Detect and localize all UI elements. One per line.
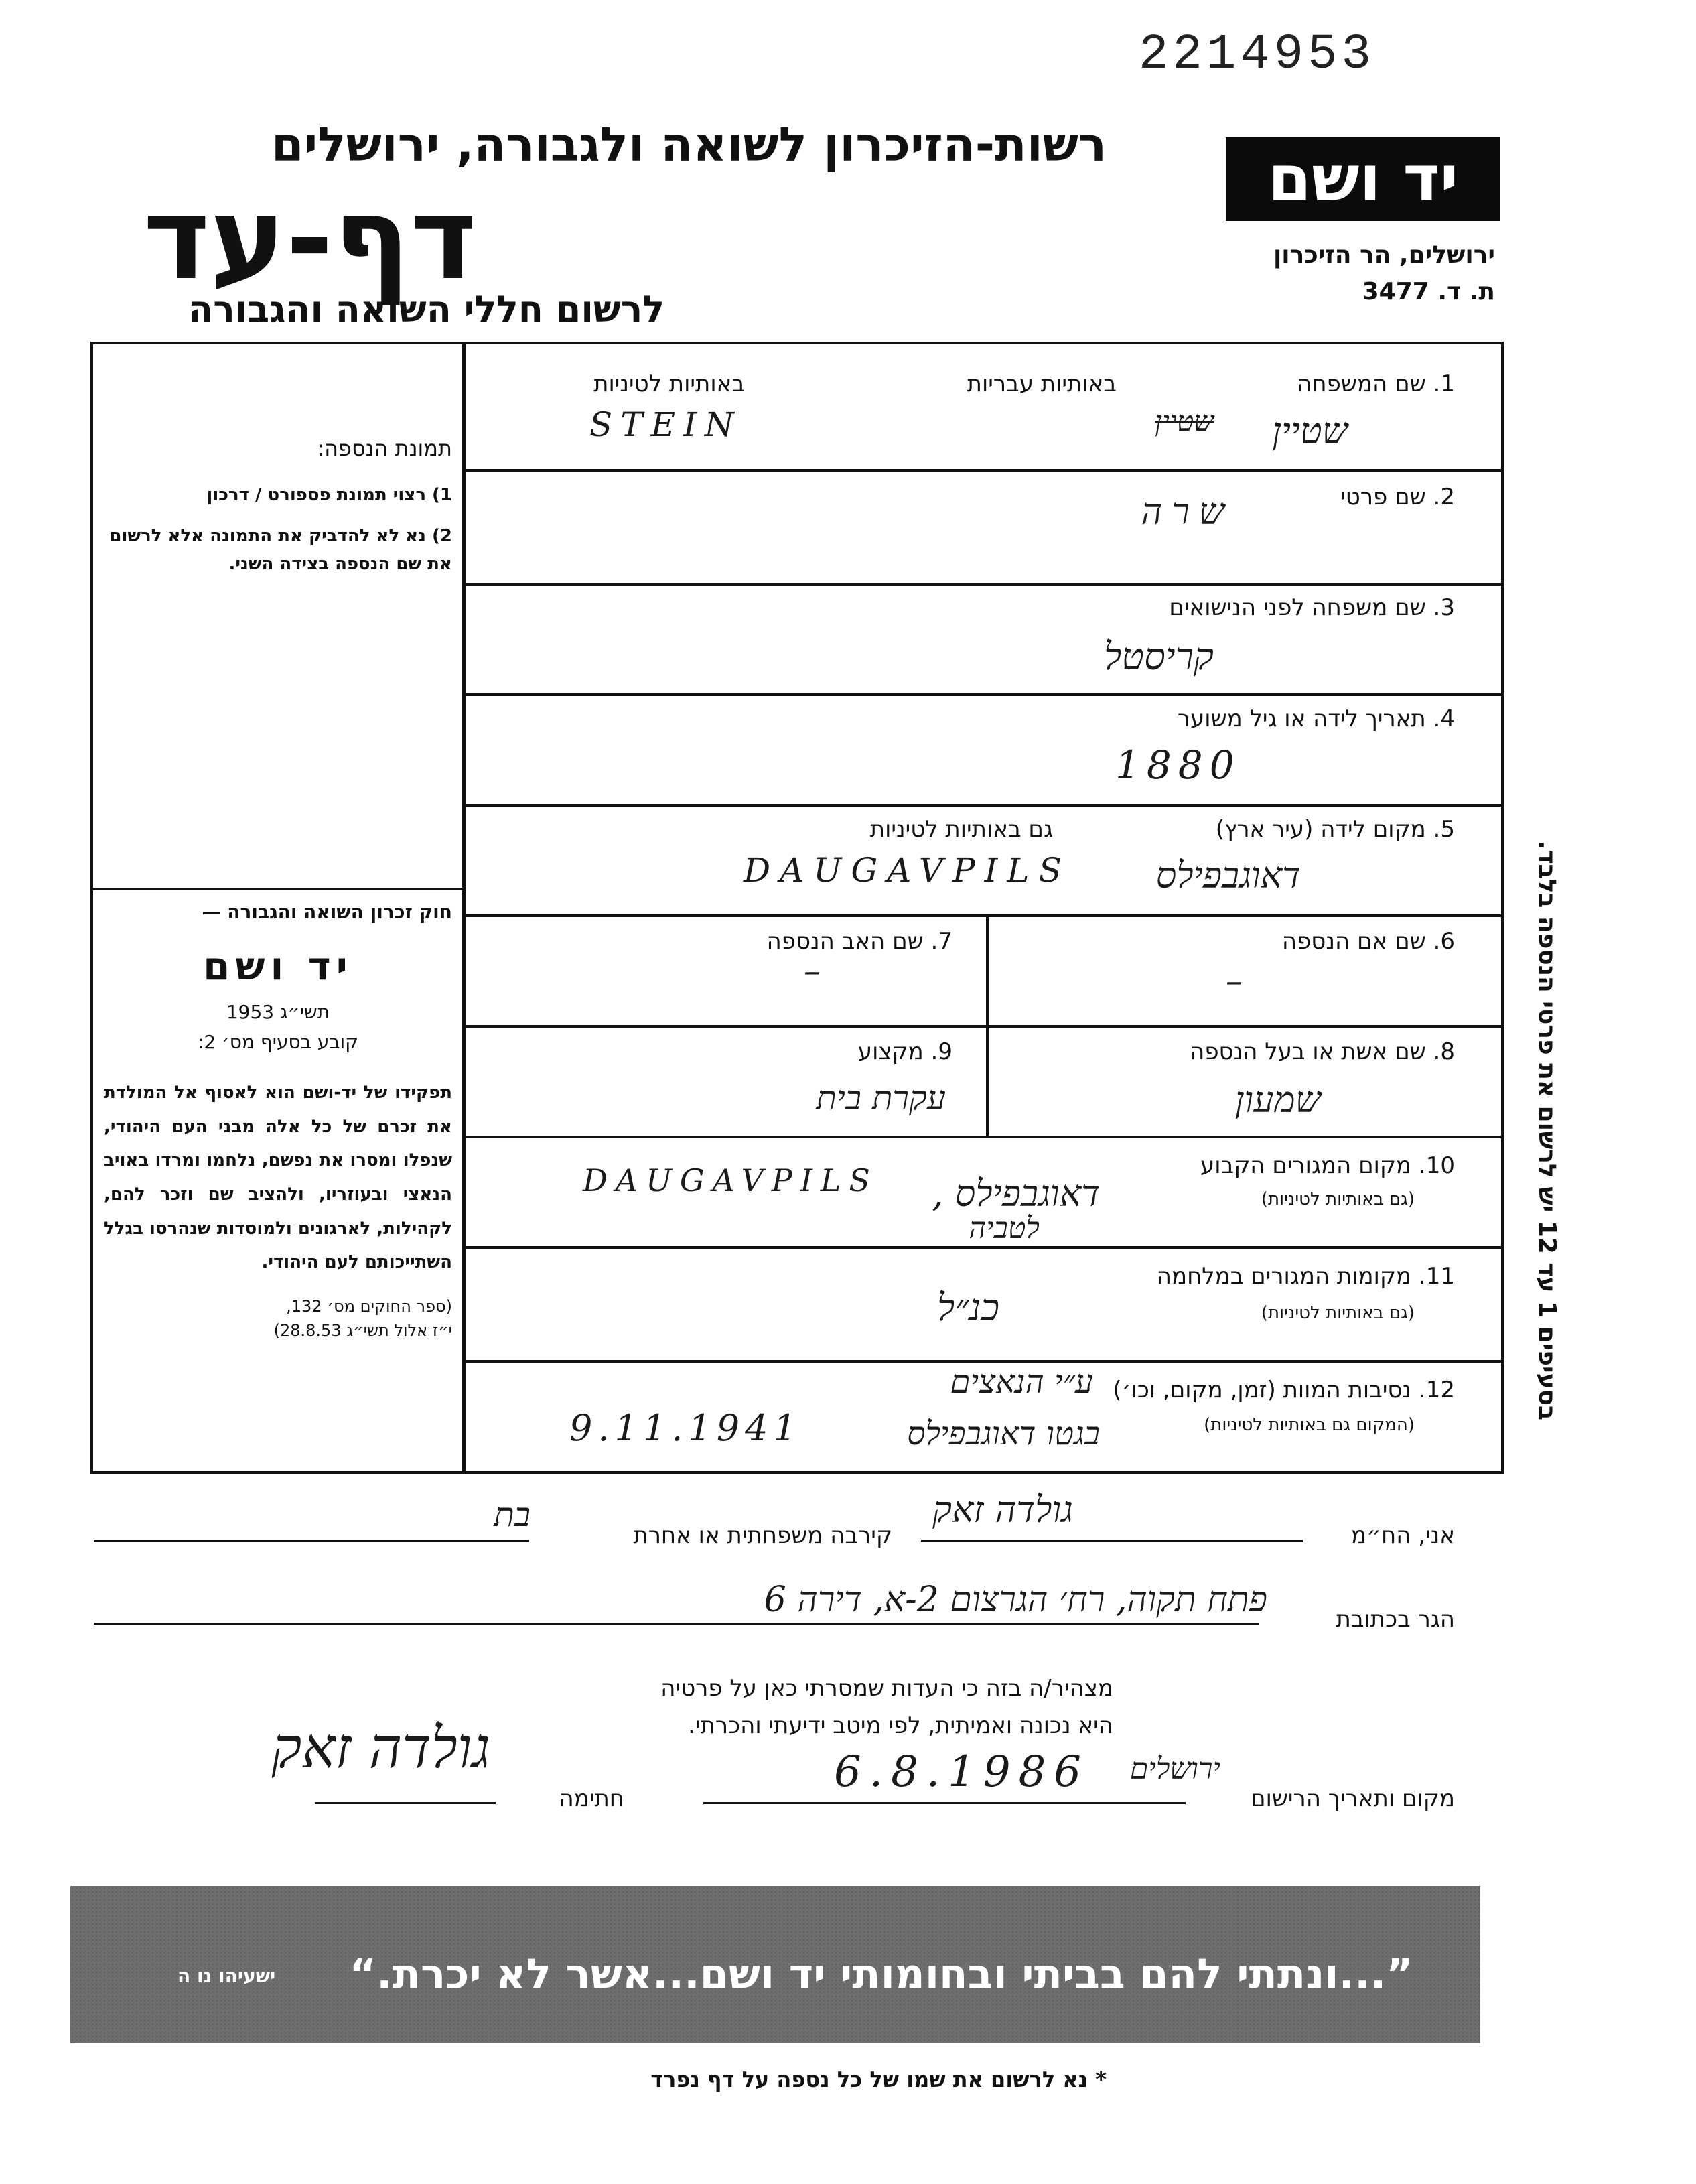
law-year: תשי״ג 1953 xyxy=(226,1001,330,1023)
form-subtitle: לרשום חללי השואה והגבורה xyxy=(188,288,664,330)
footer-note: * נא לרשום את שמו של כל נספה על דף נפרד xyxy=(650,2067,1107,2092)
signature[interactable]: גולדה זאק xyxy=(271,1715,490,1781)
yad-vashem-logo xyxy=(1226,137,1500,221)
field-2-value[interactable]: שרה xyxy=(1141,490,1234,533)
authority-title: רשות-הזיכרון לשואה ולגבורה, ירושלים xyxy=(271,117,1107,172)
signature-label: חתימה xyxy=(559,1785,624,1812)
document-number: 2214953 xyxy=(1139,27,1375,83)
field-1-label: 1. שם המשפחה xyxy=(1297,370,1455,397)
field-1-struck-hebrew: שטיין xyxy=(1155,405,1214,437)
field-8-label: 8. שם אשת או בעל הנספה xyxy=(1190,1038,1455,1065)
field-5-value-latin[interactable]: DAUGAVPILS xyxy=(744,851,1071,890)
field-12-sub: (המקום גם באותיות לטיניות) xyxy=(1204,1415,1415,1435)
address-label: הגר בכתובת xyxy=(1336,1606,1455,1633)
field-1-value-hebrew[interactable]: שטיין xyxy=(1272,410,1348,452)
relation-value[interactable]: בת xyxy=(494,1495,531,1534)
field-5-value-hebrew[interactable]: דאוגבפילס xyxy=(1155,854,1301,896)
law-box xyxy=(104,901,452,1340)
field-4-value[interactable]: 1880 xyxy=(1115,742,1241,788)
field-3-label: 3. שם משפחה לפני הנישואים xyxy=(1169,594,1455,621)
declarant-name[interactable]: גולדה זאק xyxy=(932,1489,1073,1531)
field-8-value[interactable]: שמעון xyxy=(1234,1079,1321,1121)
field-7-value[interactable]: – xyxy=(804,951,821,990)
law-ref-2: י״ז אלול תשי״ג 28.8.53) xyxy=(273,1321,452,1341)
quote-banner xyxy=(70,1886,1480,2043)
field-10-label: 10. מקום המגורים הקבוע xyxy=(1200,1152,1455,1179)
photo-note-2: 2) נא לא להדביק את התמונה אלא לרשום את שם הנספה בצידה השני. xyxy=(109,526,452,574)
field-9-label: 9. מקצוע xyxy=(857,1038,952,1065)
field-5-latin-col: גם באותיות לטיניות xyxy=(869,816,1053,843)
field-12-value-date[interactable]: 9.11.1941 xyxy=(569,1407,802,1449)
field-7-label: 7. שם האב הנספה xyxy=(766,928,952,955)
photo-note-1: 1) רצוי תמונת פספורט / דרכון xyxy=(206,485,452,505)
field-11-label: 11. מקומות המגורים במלחמה xyxy=(1156,1263,1455,1290)
side-note: בסעיפים 1 עד 12 יש לרשום את פרטי הנספה בלבד. xyxy=(1533,840,1561,1420)
address-line-1: ירושלים, הר הזיכרון xyxy=(1273,241,1495,269)
field-11-sub: (גם באותיות לטיניות) xyxy=(1261,1303,1415,1323)
field-6-label: 6. שם אם הנספה xyxy=(1281,928,1455,955)
field-1-hebrew-col: באותיות עבריות xyxy=(967,370,1117,397)
field-2-label: 2. שם פרטי xyxy=(1340,484,1455,510)
form-title: דף-עד xyxy=(143,173,477,305)
law-section: קובע בסעיף מס׳ 2: xyxy=(197,1031,359,1053)
photo-box-title: תמונת הנספה: xyxy=(317,435,452,461)
field-4-label: 4. תאריך לידה או גיל משוער xyxy=(1177,705,1455,732)
field-1-latin-col: באותיות לטיניות xyxy=(593,370,745,397)
field-12-value-1[interactable]: ע״י הנאצים xyxy=(950,1363,1093,1401)
field-10-value-latin[interactable]: DAUGAVPILS xyxy=(583,1162,878,1199)
field-10-value-hebrew-2[interactable]: לטביה xyxy=(969,1211,1040,1245)
law-name: יד ושם xyxy=(203,943,353,989)
field-6-value[interactable]: – xyxy=(1226,961,1243,1000)
registration-place[interactable]: ירושלים xyxy=(1129,1752,1220,1786)
field-12-value-2[interactable]: בגטו דאוגבפילס xyxy=(907,1415,1100,1452)
photo-box xyxy=(104,435,452,578)
banner-source: ישעיהו נו ה xyxy=(178,1965,276,1987)
declarant-label: אני, הח״מ xyxy=(1351,1522,1455,1549)
law-heading: חוק זכרון השואה והגבורה — xyxy=(202,901,452,923)
field-3-value[interactable]: קריסטל xyxy=(1103,635,1214,679)
field-9-value[interactable]: עקרת בית xyxy=(816,1079,946,1117)
field-5-label: 5. מקום לידה (עיר ארץ) xyxy=(1215,816,1455,843)
relation-label: קירבה משפחתית או אחרת xyxy=(633,1522,892,1549)
field-11-value[interactable]: כנ״ל xyxy=(936,1286,999,1330)
logo-text: יד ושם xyxy=(1267,142,1459,216)
registration-date[interactable]: 6.8.1986 xyxy=(834,1747,1089,1797)
banner-quote: ”...ונתתי להם בביתי ובחומותי יד ושם...אשר לא יכרת.“ xyxy=(349,1950,1413,1998)
address-line-2: ת. ד. 3477 xyxy=(1362,278,1495,305)
law-body: תפקידו של יד-ושם הוא לאסוף אל המולדת את זכרם של כל אלה מבני העם היהודי, שנפלו ומסרו את נפשם, נלחמו ומרדו באויב הנאצי ובעוזריו, ולהציב שם וזכר להם, לקהילות, לארגונים ולמוסדות שנהרסו בגלל השתייכותם לעם היהודי. xyxy=(104,1083,452,1273)
law-ref-1: (ספר החוקים מס׳ 132, xyxy=(286,1297,452,1316)
place-date-label: מקום ותאריך הרישום xyxy=(1251,1785,1455,1812)
field-1-value-latin[interactable]: STEIN xyxy=(589,405,742,444)
field-10-value-hebrew[interactable]: דאוגבפילס , xyxy=(932,1172,1100,1215)
statement-line-2: היא נכונה ואמיתית, לפי מיטב ידיעתי והכרתי. xyxy=(688,1712,1113,1739)
field-10-sub: (גם באותיות לטיניות) xyxy=(1261,1189,1415,1209)
statement-line-1: מצהיר/ה בזה כי העדות שמסרתי כאן על פרטיה xyxy=(660,1675,1113,1702)
address-value[interactable]: פתח תקוה, רח׳ הגרצום 2-א, דירה 6 xyxy=(764,1580,1267,1620)
field-12-label: 12. נסיבות המוות (זמן, מקום, וכו׳) xyxy=(1113,1377,1455,1404)
